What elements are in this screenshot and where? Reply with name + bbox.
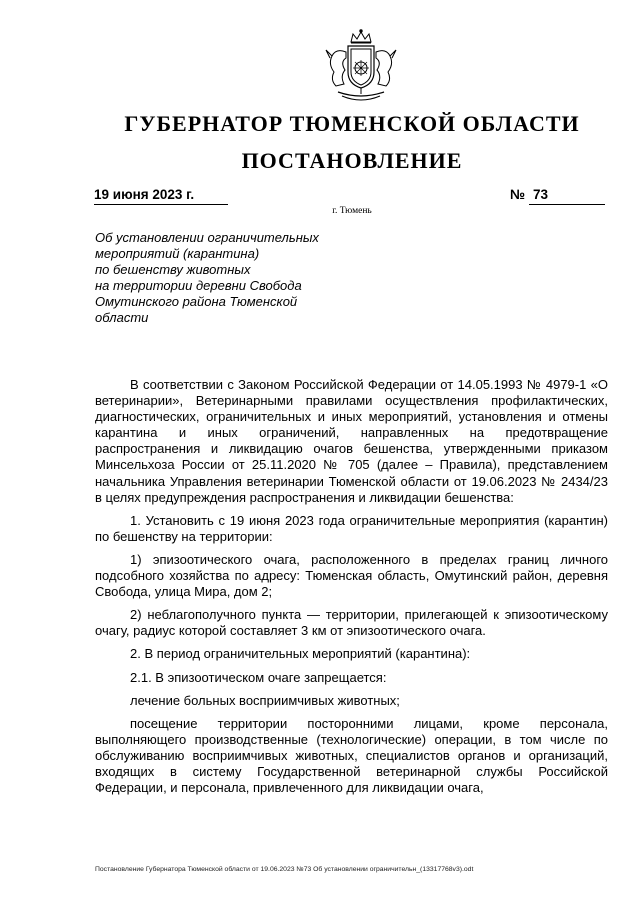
document-subject xyxy=(95,230,355,327)
subject-line: области xyxy=(95,310,149,326)
issuing-authority: ГУБЕРНАТОР ТЮМЕНСКОЙ ОБЛАСТИ xyxy=(124,111,580,136)
subject-line: Омутинского района Тюменской xyxy=(95,294,298,310)
clause-1-item-2: 2) неблагополучного пункта — территории, прилегающей к эпизоотическому очагу, радиус которой составляет 3 км от эпизоотического очага. xyxy=(95,607,608,639)
city: г. Тюмень xyxy=(332,206,372,216)
document-number: 73 xyxy=(529,187,605,205)
document-body xyxy=(95,377,608,796)
document-date: 19 июня 2023 г. xyxy=(94,187,228,205)
clause-2-1-item: посещение территории посторонними лицами, кроме персонала, выполняющего производственные (технологические) операции, в том числе по обслуживанию восприимчивых животных, специалистов органов и организаций, входящих в систему Государственной ветеринарной службы Российской Федерации, и персонала, привлеченного для ликвидации очага, xyxy=(95,715,608,796)
clause-2-1-item: лечение больных восприимчивых животных; xyxy=(130,692,400,708)
file-footer: Постановление Губернатора Тюменской области от 19.06.2023 №73 Об установлении ограничительн_(13317768v3).odt xyxy=(95,866,474,873)
clause-2-1: 2.1. В эпизоотическом очаге запрещается: xyxy=(130,669,387,685)
clause-2: 2. В период ограничительных мероприятий (карантина): xyxy=(130,646,471,662)
subject-line: на территории деревни Свобода xyxy=(95,278,302,294)
subject-line: мероприятий (карантина) xyxy=(95,246,260,262)
document-number-label: № xyxy=(510,187,526,202)
preamble-paragraph: В соответствии с Законом Российской Федерации от 14.05.1993 № 4979-1 «О ветеринарии», Ветеринарными правилами осуществления профилактических, диагностических, ограничительных и иных мероприятий, установления и отмены карантина и иных ограничений, направленных на предотвращение распространения и ликвидацию очагов бешенства, утвержденными приказом Минсельхоза России от 25.11.2020 № 705 (далее – Правила), представлением начальника Управления ветеринарии Тюменской области от 19.06.2023 № 2434/23 в целях предупреждения распространения и ликвидации бешенства: xyxy=(95,377,608,505)
coat-of-arms-icon xyxy=(318,28,404,108)
subject-line: Об установлении ограничительных xyxy=(95,230,319,245)
clause-1-item-1: 1) эпизоотического очага, расположенного в пределах границ личного подсобного хозяйства по адресу: Тюменская область, Омутинский район, деревня Свобода, улица Мира, дом 2; xyxy=(95,551,608,600)
clause-1: 1. Установить с 19 июня 2023 года ограничительные мероприятия (карантин) по бешенству на территории: xyxy=(95,512,608,544)
subject-line: по бешенству животных xyxy=(95,262,251,278)
document-type: ПОСТАНОВЛЕНИЕ xyxy=(241,148,463,173)
